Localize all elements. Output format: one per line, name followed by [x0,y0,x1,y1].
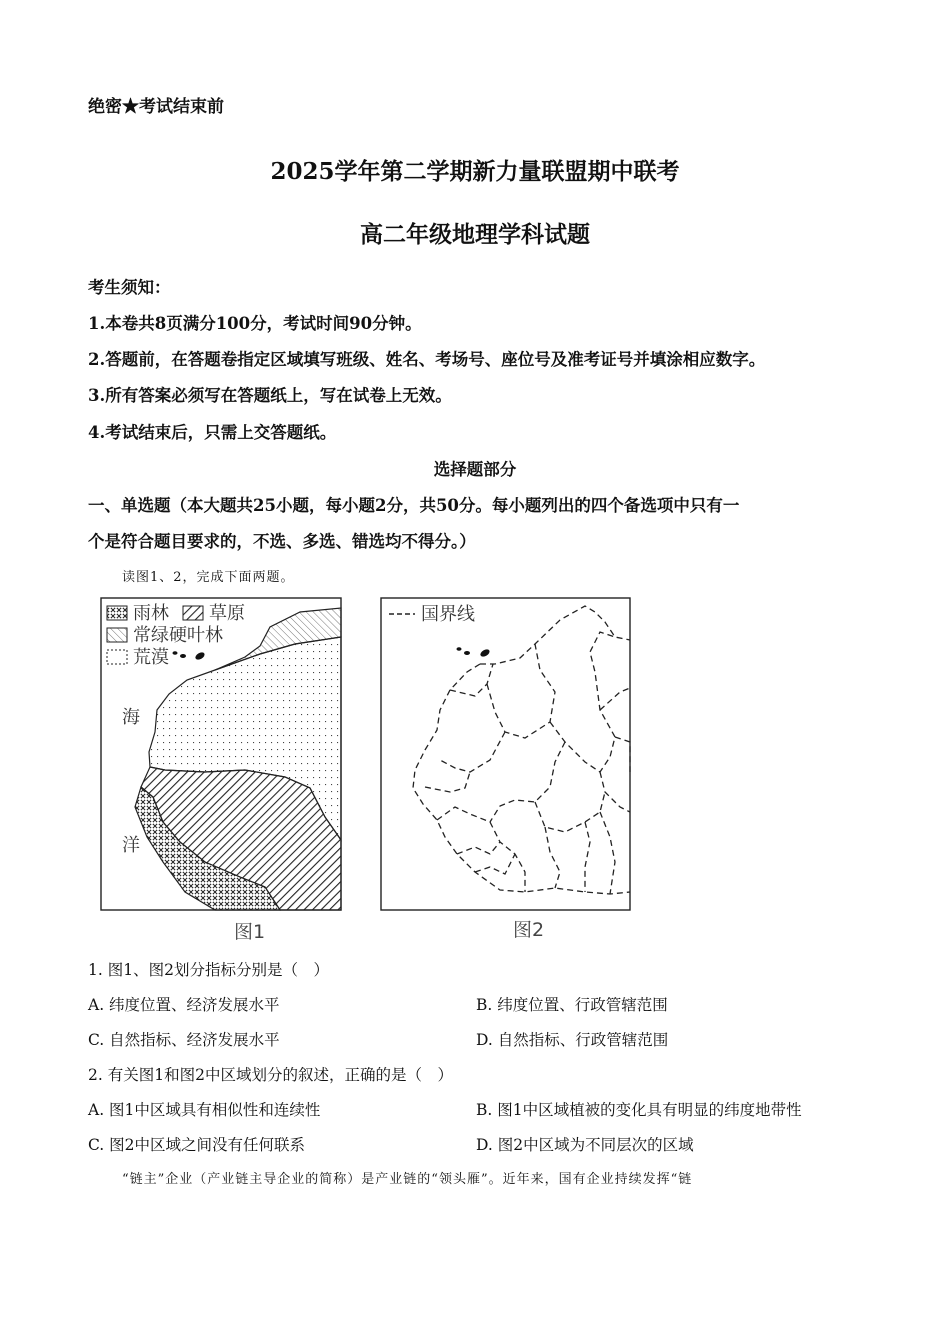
question-2-option-d: D. 图2中区域为不同层次的区域 [476,1136,694,1154]
instructions-heading: 考生须知： [88,278,171,297]
figure-intro: 读图1、2，完成下面两题。 [122,570,295,585]
question-1-stem: 1. 图1、图2划分指标分别是（ ） [88,961,329,979]
question-2-stem: 2. 有关图1和图2中区域划分的叙述，正确的是（ ） [88,1066,453,1084]
legend-grassland: 草原 [209,603,245,624]
instruction-item: 2.答题前，在答题卷指定区域填写班级、姓名、考场号、座位号及准考证号并填涂相应数字。 [88,350,766,369]
part1-description: 一、单选题（本大题共25小题，每小题2分，共50分。每小题列出的四个备选项中只有一 [88,496,740,515]
subject-title: 高二年级地理学科试题 [360,221,590,248]
exam-title: 2025学年第二学期新力量联盟期中联考 [270,158,680,185]
fig2-caption: 图2 [513,919,545,941]
sea-label-yang: 洋 [122,835,140,856]
question-2-option-c: C. 图2中区域之间没有任何联系 [88,1136,306,1154]
instruction-item: 1.本卷共8页满分100分，考试时间90分钟。 [88,314,422,333]
legend-desert: 荒漠 [133,647,169,668]
question-2-option-a: A. 图1中区域具有相似性和连续性 [88,1101,321,1119]
section-title: 选择题部分 [433,460,517,479]
instruction-item: 3.所有答案必须写在答题纸上，写在试卷上无效。 [88,386,452,405]
figure-2-map [381,598,630,910]
fig1-caption: 图1 [234,921,266,943]
reading-passage: “链主”企业（产业链主导企业的简称）是产业链的“领头雁”。近年来，国有企业持续发挥“链 [122,1172,693,1187]
question-2-option-b: B. 图1中区域植被的变化具有明显的纬度地带性 [476,1101,802,1119]
figure-1-map [101,598,341,910]
question-1-option-d: D. 自然指标、行政管辖范围 [476,1031,669,1049]
legend-border: 国界线 [421,604,475,625]
part1-description-cont: 个是符合题目要求的，不选、多选、错选均不得分。） [88,532,476,551]
secret-label: 绝密★考试结束前 [88,97,224,117]
question-1-option-b: B. 纬度位置、行政管辖范围 [476,996,668,1014]
question-1-option-c: C. 自然指标、经济发展水平 [88,1031,280,1049]
legend-sclerophyll: 常绿硬叶林 [133,625,223,646]
legend-rainforest: 雨林 [133,603,169,624]
sea-label-hai: 海 [122,707,140,728]
figures-panel [95,592,640,947]
instruction-item: 4.考试结束后，只需上交答题纸。 [88,423,337,442]
question-1-option-a: A. 纬度位置、经济发展水平 [88,996,280,1014]
